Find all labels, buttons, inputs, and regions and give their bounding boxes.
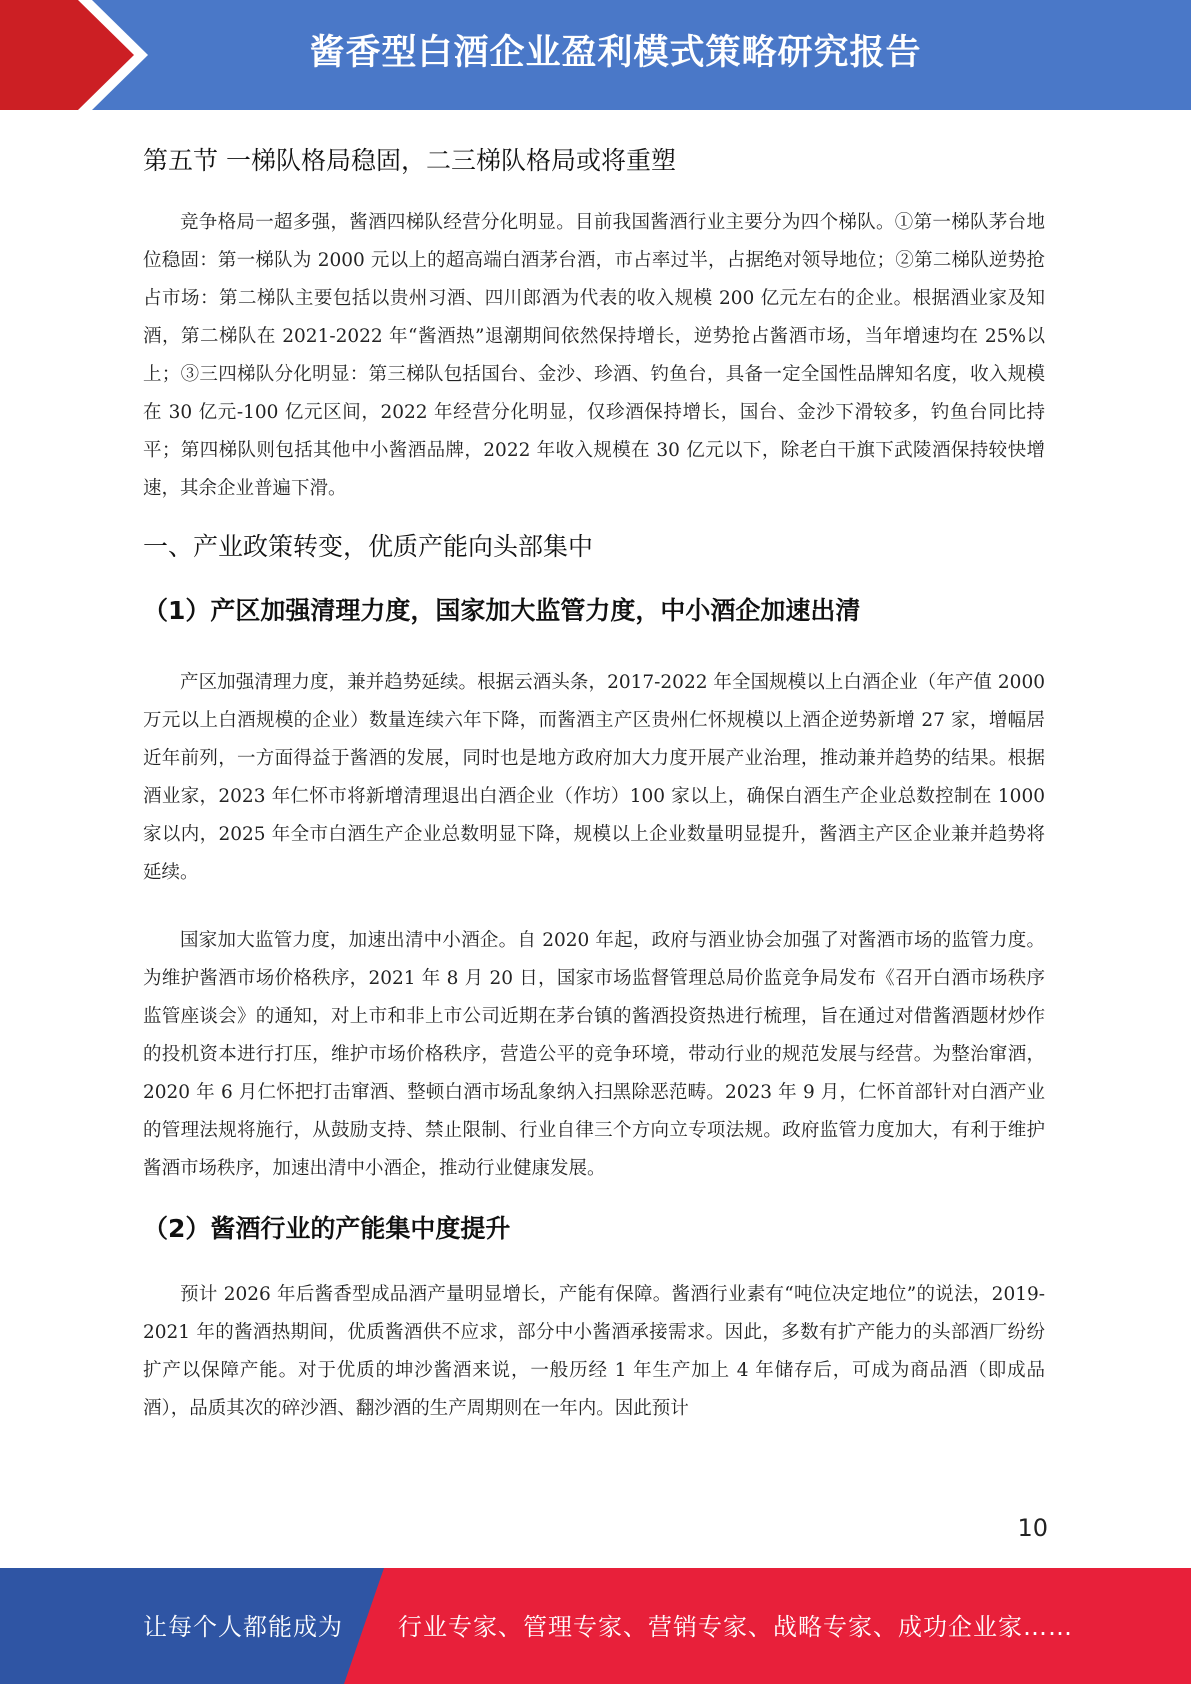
paragraph: 产区加强清理力度，兼并趋势延续。根据云酒头条，2017-2022 年全国规模以上白酒企业（年产值 2000 万元以上白酒规模的企业）数量连续六年下降，而酱酒主产区贵州仁怀规模以上酒企逆势新增 27 家，增幅居近年前列，一方面得益于酱酒的发展，同时也是地方政府加大力度开展产业治理，推动兼并趋势的结果。根据酒业家，2023 年仁怀市将新增清理退出白酒企业（作坊）100 家以上，确保白酒生产企业总数控制在 1000 家以内，2025 年全市白酒生产企业总数明显下降，规模以上企业数量明显提升，酱酒主产区企业兼并趋势将延续。	[143, 672, 1045, 883]
section-heading: 第五节 一梯队格局稳固，二三梯队格局或将重塑	[143, 146, 676, 175]
footer-slogan-right: 行业专家、管理专家、营销专家、战略专家、成功企业家……	[398, 1613, 1073, 1641]
paragraph: 竞争格局一超多强，酱酒四梯队经营分化明显。目前我国酱酒行业主要分为四个梯队。①第一梯队茅台地位稳固：第一梯队为 2000 元以上的超高端白酒茅台酒，市占率过半，占据绝对领导地位；②第二梯队逆势抢占市场：第二梯队主要包括以贵州习酒、四川郎酒为代表的收入规模 200 亿元左右的企业。根据酒业家及知酒，第二梯队在 2021-2022 年“酱酒热”退潮期间依然保持增长，逆势抢占酱酒市场，当年增速均在 25%以上；③三四梯队分化明显：第三梯队包括国台、金沙、珍酒、钓鱼台，具备一定全国性品牌知名度，收入规模在 30 亿元-100 亿元区间，2022 年经营分化明显，仅珍酒保持增长，国台、金沙下滑较多，钓鱼台同比持平；第四梯队则包括其他中小酱酒品牌，2022 年收入规模在 30 亿元以下，除老白干旗下武陵酒保持较快增速，其余企业普遍下滑。	[143, 212, 1045, 499]
paragraph: 预计 2026 年后酱香型成品酒产量明显增长，产能有保障。酱酒行业素有“吨位决定地位”的说法，2019-2021 年的酱酒热期间，优质酱酒供不应求，部分中小酱酒承接需求。因此，多数有扩产能力的头部酒厂纷纷扩产以保障产能。对于优质的坤沙酱酒来说，一般历经 1 年生产加上 4 年储存后，可成为商品酒（即成品酒），品质其次的碎沙酒、翻沙酒的生产周期则在一年内。因此预计	[143, 1284, 1045, 1419]
subheading: （2）酱酒行业的产能集中度提升	[143, 1214, 511, 1243]
subheading: （1）产区加强清理力度，国家加大监管力度，中小酒企加速出清	[143, 596, 861, 625]
page-content	[143, 124, 1045, 1428]
footer-slogan-left: 让每个人都能成为	[143, 1613, 343, 1641]
page-header	[0, 0, 1191, 110]
paragraph: 国家加大监管力度，加速出清中小酒企。自 2020 年起，政府与酒业协会加强了对酱酒市场的监管力度。为维护酱酒市场价格秩序，2021 年 8 月 20 日，国家市场监督管理总局价监竞争局发布《召开白酒市场秩序监管座谈会》的通知，对上市和非上市公司近期在茅台镇的酱酒投资热进行梳理，旨在通过对借酱酒题材炒作的投机资本进行打压，维护市场价格秩序，营造公平的竞争环境，带动行业的规范发展与经营。为整治窜酒，2020 年 6 月仁怀把打击窜酒、整顿白酒市场乱象纳入扫黑除恶范畴。2023 年 9 月，仁怀首部针对白酒产业的管理法规将施行，从鼓励支持、禁止限制、行业自律三个方向立专项法规。政府监管力度加大，有利于维护酱酒市场秩序，加速出清中小酒企，推动行业健康发展。	[143, 930, 1045, 1179]
page-number: 10	[1017, 1514, 1048, 1542]
document-title: 酱香型白酒企业盈利模式策略研究报告	[309, 33, 922, 73]
page-footer	[0, 1568, 1191, 1684]
part-heading: 一、产业政策转变，优质产能向头部集中	[143, 532, 594, 561]
